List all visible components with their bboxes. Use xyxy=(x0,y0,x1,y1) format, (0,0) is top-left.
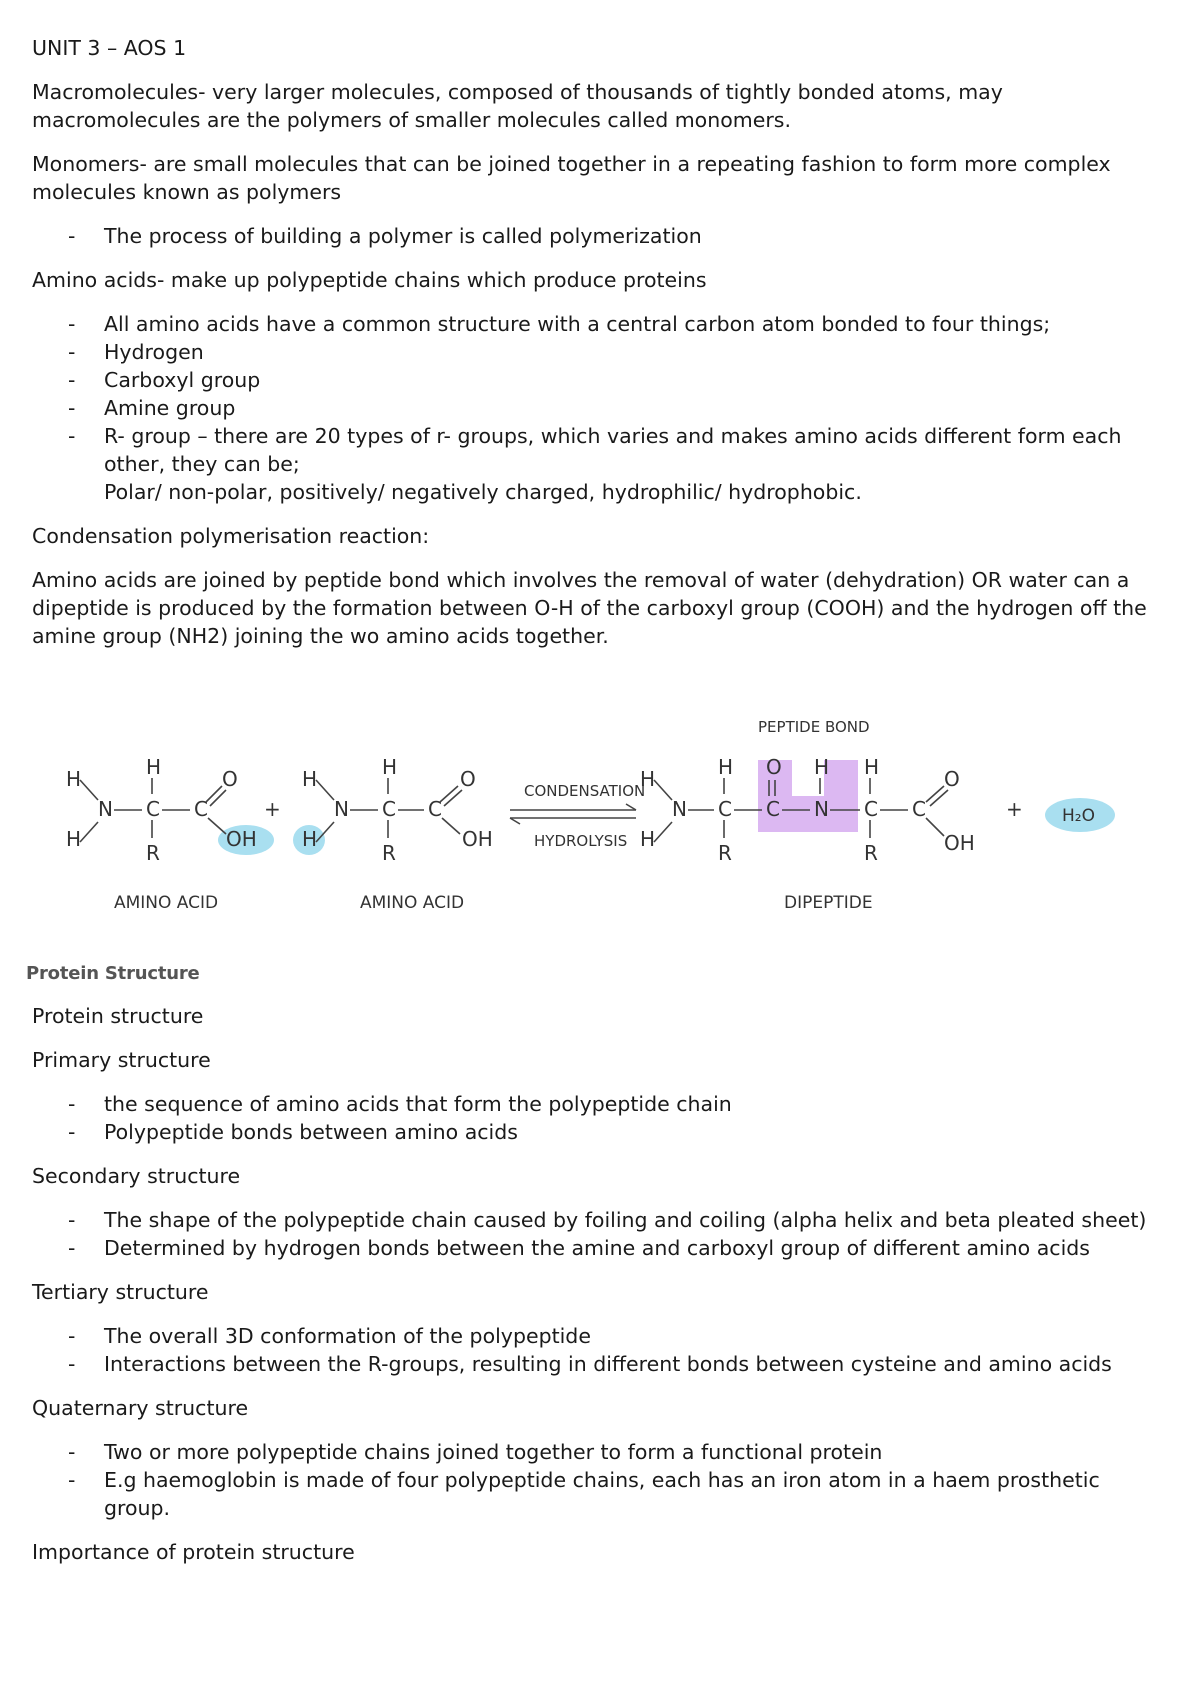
atom-h: H xyxy=(66,767,82,791)
list-item: - Hydrogen xyxy=(32,338,1172,366)
primary-list xyxy=(32,1090,1172,1146)
peptide-bond-label: PEPTIDE BOND xyxy=(758,718,870,736)
atom-oh: OH xyxy=(226,827,257,851)
atom-o: O xyxy=(460,767,476,791)
atom-o: O xyxy=(766,755,782,779)
atom-h: H xyxy=(864,755,880,779)
atom-n: N xyxy=(672,797,687,821)
atom-h: H xyxy=(302,767,318,791)
monomers-list xyxy=(32,222,1172,250)
atom-o: O xyxy=(222,767,238,791)
plus-sign: + xyxy=(264,797,281,821)
secondary-structure-heading: Secondary structure xyxy=(32,1164,241,1188)
document-page xyxy=(26,34,1172,1582)
atom-r: R xyxy=(382,841,396,865)
unit-title: UNIT 3 – AOS 1 xyxy=(32,36,187,60)
atom-h: H xyxy=(718,755,734,779)
primary-structure-heading: Primary structure xyxy=(32,1048,211,1072)
atom-r: R xyxy=(864,841,878,865)
list-item: - the sequence of amino acids that form the polypeptide chain xyxy=(32,1090,1172,1118)
list-item: - Amine group xyxy=(32,394,1172,422)
list-item: - Determined by hydrogen bonds between the amine and carboxyl group of different amino acids xyxy=(32,1234,1172,1262)
atom-h: H xyxy=(382,755,398,779)
r-group-text: R- group – there are 20 types of r- groups, which varies and makes amino acids different form each other, they can be; xyxy=(104,424,1122,476)
condensation-reaction-svg xyxy=(0,670,1200,950)
list-item: - Two or more polypeptide chains joined together to form a functional protein xyxy=(32,1438,1172,1466)
atom-c: C xyxy=(766,797,780,821)
list-item: - The shape of the polypeptide chain caused by foiling and coiling (alpha helix and beta pleated sheet) xyxy=(32,1206,1172,1234)
monomers-paragraph: Monomers- are small molecules that can be joined together in a repeating fashion to form more complex molecules known as polymers xyxy=(32,152,1111,204)
atom-h: H xyxy=(640,827,656,851)
atom-n: N xyxy=(814,797,829,821)
list-item: - Polypeptide bonds between amino acids xyxy=(32,1118,1172,1146)
condensation-paragraph: Amino acids are joined by peptide bond which involves the removal of water (dehydration) OR water can a dipeptide is produced by the formation between O-H of the carboxyl group (COOH) and the hydrogen off the amine group (NH2) joining the wo amino acids together. xyxy=(32,568,1147,648)
dipeptide-label: DIPEPTIDE xyxy=(784,893,873,913)
atom-oh: OH xyxy=(462,827,493,851)
r-group-continuation: Polar/ non-polar, positively/ negatively charged, hydrophilic/ hydrophobic. xyxy=(104,480,862,504)
amino-acids-paragraph: Amino acids- make up polypeptide chains which produce proteins xyxy=(32,268,707,292)
atom-h: H xyxy=(302,827,318,851)
atom-h: H xyxy=(146,755,162,779)
amino-acids-list xyxy=(32,310,1172,506)
quaternary-list xyxy=(32,1438,1172,1522)
macromolecules-paragraph: Macromolecules- very larger molecules, composed of thousands of tightly bonded atoms, may macromolecules are the polymers of smaller molecules called monomers. xyxy=(32,80,1003,132)
atom-o: O xyxy=(944,767,960,791)
list-item: - All amino acids have a common structure with a central carbon atom bonded to four things; xyxy=(32,310,1172,338)
peptide-bond-diagram xyxy=(0,670,1200,950)
importance-heading: Importance of protein structure xyxy=(32,1540,355,1564)
atom-c: C xyxy=(428,797,442,821)
list-item: - Carboxyl group xyxy=(32,366,1172,394)
atom-c: C xyxy=(382,797,396,821)
atom-h: H xyxy=(66,827,82,851)
tertiary-structure-heading: Tertiary structure xyxy=(32,1280,209,1304)
protein-structure-heading: Protein structure xyxy=(32,1004,204,1028)
list-item: - The process of building a polymer is called polymerization xyxy=(32,222,1172,250)
list-item: - Interactions between the R-groups, resulting in different bonds between cysteine and amino acids xyxy=(32,1350,1172,1378)
plus-sign: + xyxy=(1006,797,1023,821)
atom-n: N xyxy=(98,797,113,821)
atom-n: N xyxy=(334,797,349,821)
quaternary-structure-heading: Quaternary structure xyxy=(32,1396,249,1420)
list-item: - E.g haemoglobin is made of four polypeptide chains, each has an iron atom in a haem prosthetic group. xyxy=(32,1466,1172,1522)
condensation-heading: Condensation polymerisation reaction: xyxy=(32,524,430,548)
atom-r: R xyxy=(718,841,732,865)
atom-c: C xyxy=(864,797,878,821)
atom-h: H xyxy=(640,767,656,791)
condensation-label: CONDENSATION xyxy=(524,782,646,800)
list-item: - The overall 3D conformation of the polypeptide xyxy=(32,1322,1172,1350)
list-item xyxy=(32,422,1172,506)
amino-acid-label: AMINO ACID xyxy=(360,893,465,913)
protein-structure-image-heading: Protein Structure xyxy=(26,963,200,984)
secondary-list xyxy=(32,1206,1172,1262)
atom-c: C xyxy=(912,797,926,821)
atom-h: H xyxy=(814,755,830,779)
atom-c: C xyxy=(146,797,160,821)
amino-acid-label: AMINO ACID xyxy=(114,893,219,913)
tertiary-list xyxy=(32,1322,1172,1378)
atom-r: R xyxy=(146,841,160,865)
atom-c: C xyxy=(718,797,732,821)
water-label: H₂O xyxy=(1062,806,1095,826)
hydrolysis-label: HYDROLYSIS xyxy=(534,832,628,850)
atom-c: C xyxy=(194,797,208,821)
atom-oh: OH xyxy=(944,831,975,855)
